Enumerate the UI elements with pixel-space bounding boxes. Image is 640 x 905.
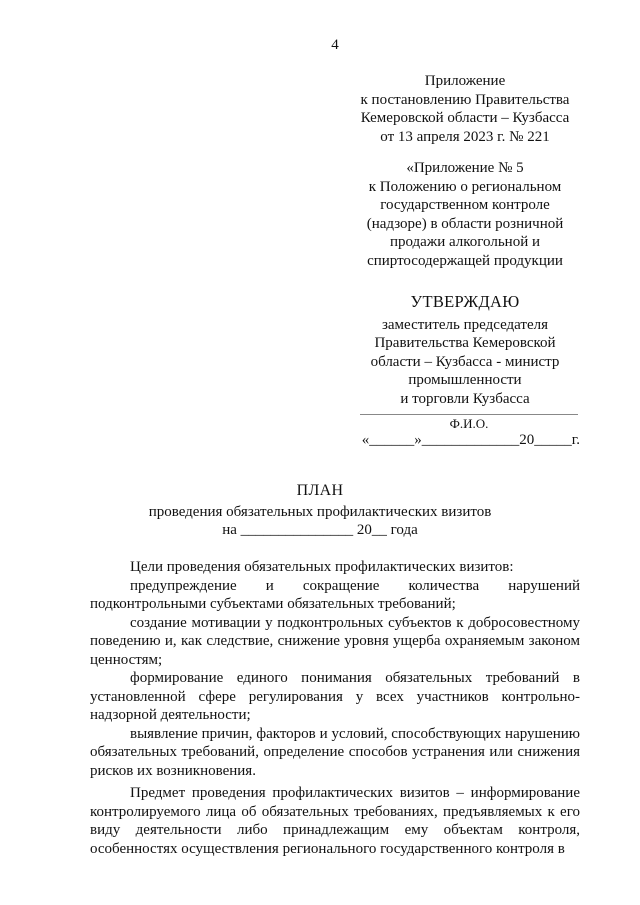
attachment-line: Кемеровской области – Кузбасса xyxy=(360,110,570,126)
body-paragraph: Предмет проведения профилактических визитов – информирование контролируемого лица об обязательных требованиях, предъявляемых к его виду деятельности либо принадлежащим ему объектам контроля, особенностях осуществления регионального государственного контроля в xyxy=(90,785,580,857)
approval-line: области – Кузбасса - министр xyxy=(370,353,560,370)
approval-line: заместитель председателя xyxy=(381,316,549,333)
approval-title: УТВЕРЖДАЮ xyxy=(410,292,520,311)
attachment-line: к постановлению Правительства xyxy=(360,91,570,108)
appendix-line: «Приложение № 5 xyxy=(406,160,524,176)
body-paragraph: предупреждение и сокращение количества нарушений подконтрольными субъектами обязательных требований; xyxy=(90,577,580,612)
attachment-header xyxy=(340,72,590,146)
plan-heading xyxy=(60,482,580,540)
approval-block xyxy=(340,293,590,408)
plan-subtitle: проведения обязательных профилактических визитов xyxy=(148,503,492,520)
date-line: «______»_____________20_____г. xyxy=(361,432,580,448)
appendix-header xyxy=(340,159,590,270)
body-paragraph: выявление причин, факторов и условий, способствующих нарушению обязательных требований, определение способов устранения или снижения рисков их возникновения. xyxy=(90,725,580,779)
plan-period: на _______________ 20__ года xyxy=(222,522,418,538)
body-paragraph: Цели проведения обязательных профилактических визитов: xyxy=(130,559,514,575)
body-paragraph: формирование единого понимания обязательных требований в установленной сфере регулирования у всех участников контрольно-надзорной деятельности; xyxy=(90,670,580,723)
fio-label: Ф.И.О. xyxy=(449,416,489,431)
approval-line: промышленности xyxy=(408,372,522,388)
appendix-line: государственном контроле xyxy=(380,197,550,213)
body-text xyxy=(90,558,580,858)
approval-line: Правительства Кемеровской xyxy=(374,335,556,351)
approval-line: и торговли Кузбасса xyxy=(400,390,530,407)
attachment-line: Приложение xyxy=(424,73,506,89)
plan-title: ПЛАН xyxy=(296,482,344,499)
body-paragraph: создание мотивации у подконтрольных субъектов к добросовестному поведению и, как следствие, снижение уровня ущерба охраняемым законом ценностям; xyxy=(90,614,580,668)
appendix-line: продажи алкогольной и xyxy=(389,234,541,250)
appendix-line: (надзоре) в области розничной xyxy=(366,215,564,232)
attachment-line: от 13 апреля 2023 г. № 221 xyxy=(380,128,550,145)
appendix-line: спиртосодержащей продукции xyxy=(367,252,563,269)
appendix-line: к Положению о региональном xyxy=(368,178,562,195)
page-number: 4 xyxy=(331,37,339,53)
